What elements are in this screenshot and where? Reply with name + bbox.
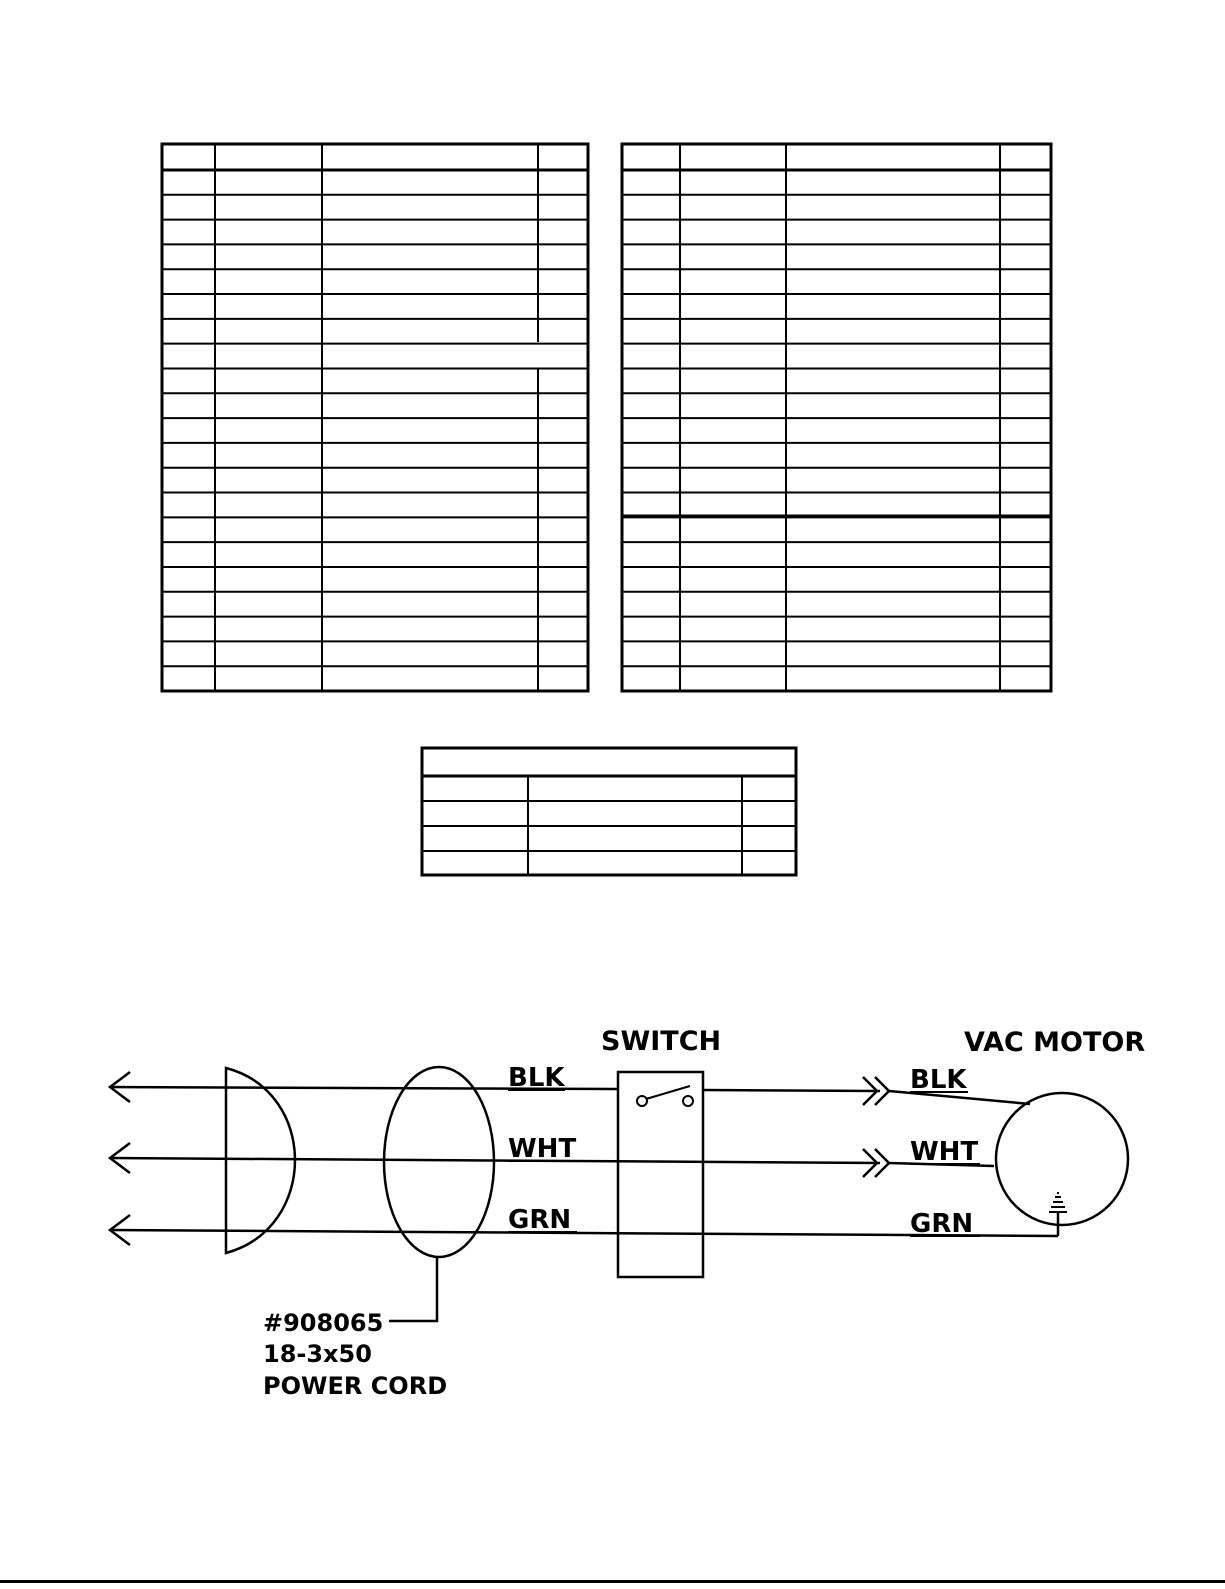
vac-motor-title: VAC MOTOR [964,1027,1146,1058]
cord-description: POWER CORD [263,1372,448,1400]
ground-icon [1049,1193,1067,1212]
wiring-diagram [110,1067,1128,1321]
switch-box [618,1072,703,1277]
bottom-rule [0,1580,1225,1583]
label-grn-left: GRN [508,1205,572,1235]
label-wht-left: WHT [508,1134,577,1164]
switch-contact-right [683,1096,693,1106]
label-blk-right: BLK [910,1065,967,1095]
switch-contact-left [637,1096,647,1106]
cord-part-number: #908065 [263,1309,384,1337]
label-grn-right: GRN [910,1209,974,1239]
parts-table-right [622,144,1051,691]
switch-title: SWITCH [601,1026,722,1057]
power-cord-ellipse [384,1067,494,1257]
switch-lever [646,1086,690,1099]
label-wht-right: WHT [910,1137,979,1167]
label-blk-left: BLK [508,1063,565,1093]
power-cord-leader [389,1257,437,1321]
cord-gauge: 18-3x50 [263,1340,372,1368]
vac-motor-circle [996,1093,1128,1225]
parts-table-left [162,144,588,691]
parts-table-bottom [422,748,796,875]
wire-blk-switch-out [703,1090,880,1091]
plug-body [226,1068,295,1253]
